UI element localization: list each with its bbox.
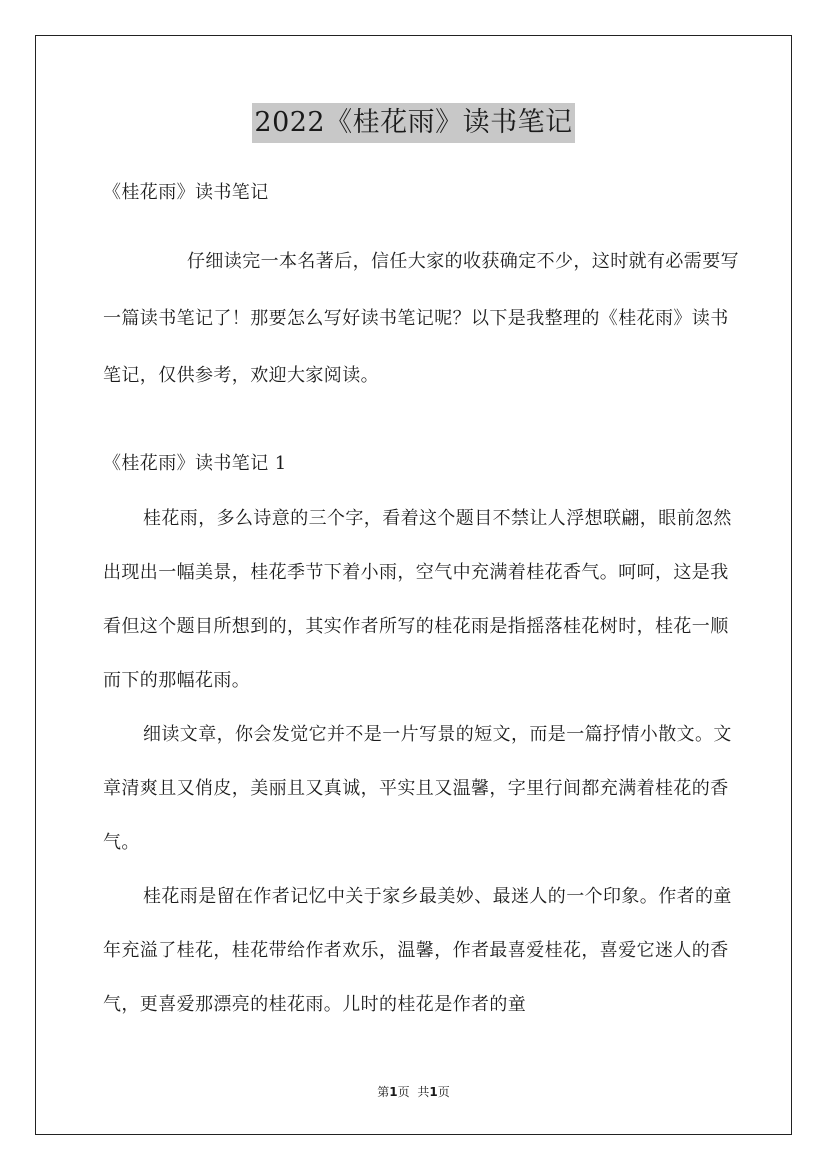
footer-total-suffix: 页 [437, 1085, 450, 1099]
document-subtitle: 《桂花雨》读书笔记 [103, 182, 269, 203]
footer-total-pages: 1 [429, 1085, 438, 1099]
footer-page-number: 1 [389, 1085, 398, 1099]
footer-prefix: 第 [377, 1085, 390, 1099]
intro-paragraph: 仔细读完一本名著后，信任大家的收获确定不少，这时就有必需要写一篇读书笔记了！那要怎么写好读书笔记呢？以下是我整理的《桂花雨》读书笔记，仅供参考，欢迎大家阅读。 [103, 251, 739, 386]
body-paragraph-1: 桂花雨，多么诗意的三个字，看着这个题目不禁让人浮想联翩，眼前忽然出现出一幅美景，桂花季节下着小雨，空气中充满着桂花香气。呵呵，这是我看但这个题目所想到的，其实作者所写的桂花雨是指摇落桂花树时，桂花一顺而下的那幅花雨。 [103, 508, 732, 691]
document-title: 2022《桂花雨》读书笔记 [252, 103, 574, 143]
section-heading: 《桂花雨》读书笔记 1 [103, 453, 287, 474]
footer-total-prefix: 共 [417, 1085, 430, 1099]
title-container [0, 103, 827, 143]
body-paragraph-3: 桂花雨是留在作者记忆中关于家乡最美妙、最迷人的一个印象。作者的童年充溢了桂花，桂花带给作者欢乐，温馨，作者最喜爱桂花，喜爱它迷人的香气，更喜爱那漂亮的桂花雨。儿时的桂花是作者的童 [103, 886, 732, 1015]
page-footer [0, 1083, 827, 1101]
footer-page-suffix: 页 [397, 1085, 410, 1099]
body-paragraph-2: 细读文章，你会发觉它并不是一片写景的短文，而是一篇抒情小散文。文章清爽且又俏皮，美丽且又真诚，平实且又温馨，字里行间都充满着桂花的香气。 [103, 724, 732, 853]
